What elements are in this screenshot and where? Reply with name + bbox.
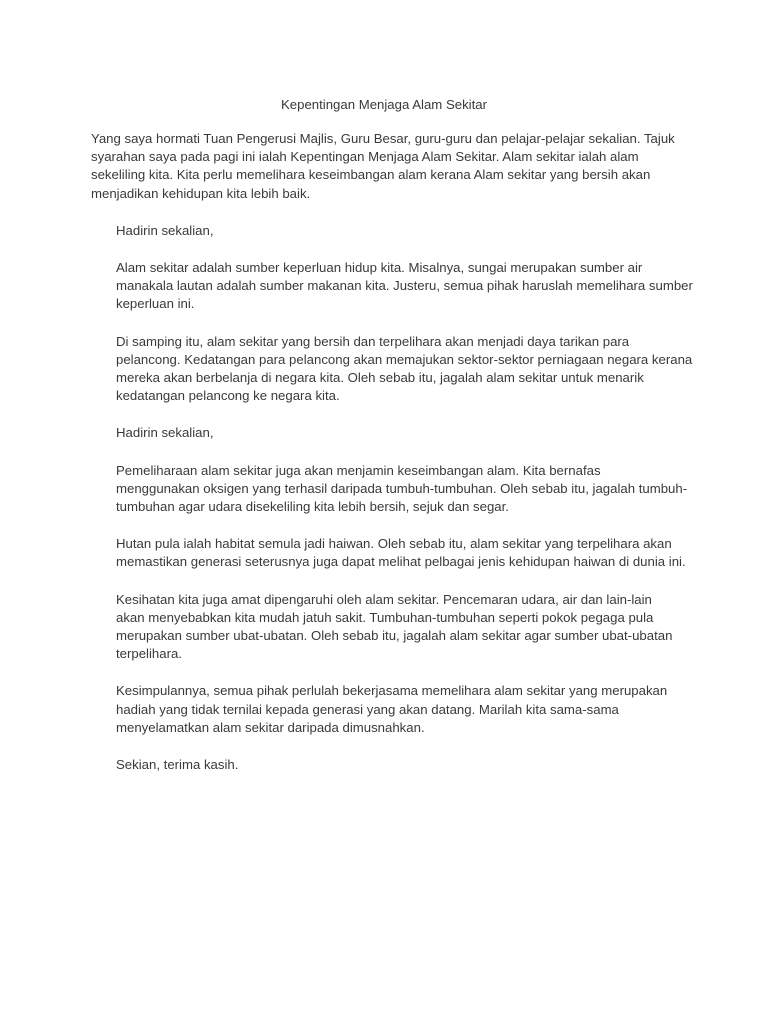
text-line: manakala lautan adalah sumber makanan kita. Justeru, semua pihak haruslah memelihara sumber	[116, 278, 693, 294]
paragraph	[91, 259, 693, 314]
text-line: mereka akan berbelanja di negara kita. Oleh sebab itu, jagalah alam sekitar untuk menarik	[116, 370, 644, 386]
text-line: keperluan ini.	[116, 296, 195, 312]
paragraph	[91, 333, 693, 406]
document-title: Kepentingan Menjaga Alam Sekitar	[280, 97, 487, 112]
paragraph	[91, 756, 681, 774]
text-line: Hadirin sekalian,	[116, 222, 214, 238]
text-line: hadiah yang tidak ternilai kepada generasi yang akan datang. Marilah kita sama-sama	[116, 701, 619, 717]
text-line: menyelamatkan alam sekitar daripada dimusnahkan.	[116, 719, 425, 735]
text-line: Hutan pula ialah habitat semula jadi haiwan. Oleh sebab itu, alam sekitar yang terpelihara akan	[116, 536, 672, 552]
document-body	[91, 130, 693, 793]
text-line: kedatangan pelancong ke negara kita.	[116, 388, 340, 404]
text-line: pelancong. Kedatangan para pelancong akan memajukan sektor-sektor perniagaan negara kerana	[116, 351, 693, 367]
paragraph	[91, 130, 681, 203]
text-line: Pemeliharaan alam sekitar juga akan menjamin keseimbangan alam. Kita bernafas	[116, 462, 601, 478]
text-line: Sekian, terima kasih.	[116, 757, 239, 773]
text-line: terpelihara.	[116, 646, 182, 662]
paragraph	[91, 424, 681, 442]
text-line: Di samping itu, alam sekitar yang bersih dan terpelihara akan menjadi daya tarikan para	[116, 333, 630, 349]
text-line: syarahan saya pada pagi ini ialah Kepentingan Menjaga Alam Sekitar. Alam sekitar ialah alam	[91, 149, 639, 165]
text-line: merupakan sumber ubat-ubatan. Oleh sebab itu, jagalah alam sekitar agar sumber ubat-ubatan	[116, 628, 673, 644]
paragraph	[91, 682, 681, 737]
paragraph	[91, 535, 686, 571]
text-line: menggunakan oksigen yang terhasil daripada tumbuh-tumbuhan. Oleh sebab itu, jagalah tumbuh-	[116, 480, 688, 496]
text-line: menjadikan kehidupan kita lebih baik.	[91, 185, 311, 201]
text-line: sekeliling kita. Kita perlu memelihara keseimbangan alam kerana Alam sekitar yang bersih akan	[91, 167, 651, 183]
text-line: Yang saya hormati Tuan Pengerusi Majlis, Guru Besar, guru-guru dan pelajar-pelajar sekalian. Tajuk	[91, 131, 675, 146]
paragraph	[91, 222, 681, 240]
text-line: memastikan generasi seterusnya juga dapat melihat pelbagai jenis kehidupan haiwan di dunia ini.	[116, 554, 686, 570]
paragraph	[91, 462, 688, 517]
text-line: tumbuhan agar udara disekeliling kita lebih bersih, sejuk dan segar.	[116, 499, 509, 515]
text-line: Kesimpulannya, semua pihak perlulah bekerjasama memelihara alam sekitar yang merupakan	[116, 683, 668, 699]
text-line: Kesihatan kita juga amat dipengaruhi oleh alam sekitar. Pencemaran udara, air dan lain-lain	[116, 591, 652, 607]
text-line: akan menyebabkan kita mudah jatuh sakit. Tumbuhan-tumbuhan seperti pokok pegaga pula	[116, 609, 654, 625]
text-line: Alam sekitar adalah sumber keperluan hidup kita. Misalnya, sungai merupakan sumber air	[116, 260, 643, 276]
paragraph	[91, 591, 681, 664]
text-line: Hadirin sekalian,	[116, 425, 214, 441]
